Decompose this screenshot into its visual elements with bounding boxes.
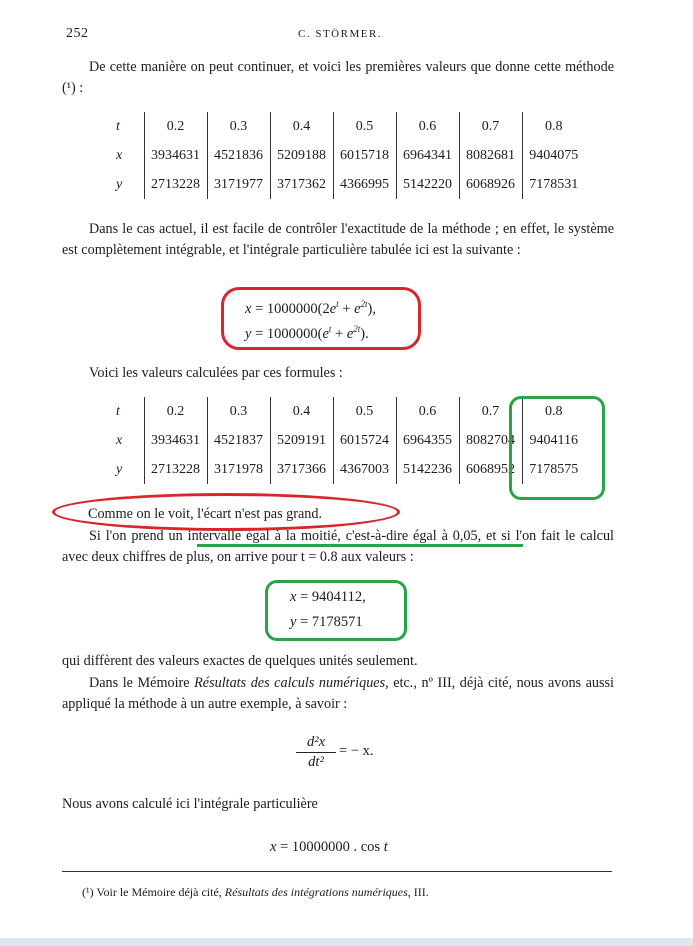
red-box-exact-formula (221, 287, 421, 350)
exponent: 2t (353, 324, 361, 334)
var-e: e (329, 301, 337, 317)
footnote (82, 885, 429, 900)
memoir-title: Résultats des intégrations numériques (224, 885, 408, 899)
table-cell: 4367003 (333, 455, 396, 484)
table-cell: 6068952 (459, 455, 522, 484)
exponent: t (328, 324, 332, 334)
text-run: , III. (407, 885, 429, 899)
table-row-t (110, 112, 585, 141)
table-cell: 9404075 (522, 141, 585, 170)
table-cell: 6964355 (396, 426, 459, 455)
table-cell: 7178531 (522, 170, 585, 199)
table-cell: 3934631 (144, 426, 207, 455)
table-cell: 5142220 (396, 170, 459, 199)
var-e: e (346, 326, 354, 342)
table-cell: 6015718 (333, 141, 396, 170)
table-cell: 0.7 (459, 112, 522, 141)
table-cell: 6068926 (459, 170, 522, 199)
table-cell: 2713228 (144, 455, 207, 484)
table-cell: 0.5 (333, 112, 396, 141)
red-oval-deviation-sentence (52, 493, 400, 531)
table-cell: 4521837 (207, 426, 270, 455)
ode-fraction (296, 734, 336, 771)
table-cell: 7178575 (522, 455, 585, 484)
table-cell: 0.8 (522, 397, 585, 426)
fraction-denominator: dt² (308, 754, 324, 770)
formula-text: ), (367, 301, 377, 317)
table-cell: 0.2 (144, 112, 207, 141)
memoir-title: Résultats des calculs numériques (194, 675, 386, 691)
table-cell: 6964341 (396, 141, 459, 170)
formula-text: ). (360, 326, 369, 342)
table-cell: 3934631 (144, 141, 207, 170)
table-cell: 5142236 (396, 455, 459, 484)
table-cell: 0.3 (207, 397, 270, 426)
paragraph-half-interval: Si l'on prend un intervalle égal à la moitié, c'est-à-dire égal à 0,05, et si l'on fait le calcul avec deux chiffres de plus, on arrive pour t = 0.8 aux valeurs : (62, 528, 614, 565)
footnote-rule (62, 871, 612, 872)
var-x: x (270, 839, 277, 855)
var-x: x (290, 589, 297, 605)
table-cell: 8082681 (459, 141, 522, 170)
table-cell: 9404116 (522, 426, 585, 455)
paragraph-units-difference: qui diffèrent des valeurs exactes de quelques unités seulement. (62, 653, 418, 669)
text-run: Dans le Mémoire (89, 675, 195, 691)
table-cell: 0.5 (333, 397, 396, 426)
var-e: e (354, 301, 361, 317)
paragraph-other-example (62, 673, 614, 715)
table-cell: 3171978 (207, 455, 270, 484)
table-cell: 0.8 (522, 112, 585, 141)
footnote-mark: (¹) (82, 885, 97, 899)
row-label: y (116, 461, 123, 477)
var-e: e (322, 326, 329, 342)
green-box-refined-values (265, 580, 407, 641)
table-cell: 0.4 (270, 397, 333, 426)
table-method-values (110, 112, 585, 199)
table-cell: 0.4 (270, 112, 333, 141)
green-box-t08-column (509, 396, 605, 500)
table-cell: 3717366 (270, 455, 333, 484)
running-title: C. STÖRMER. (298, 28, 383, 40)
table-cell: 0.2 (144, 397, 207, 426)
formula-text: + (331, 326, 347, 342)
table-cell: 4521836 (207, 141, 270, 170)
row-label: x (116, 147, 123, 163)
exponent: 2t (360, 299, 368, 309)
paragraph-computed-values: Voici les valeurs calculées par ces formules : (89, 365, 343, 381)
table-cell: 5209191 (270, 426, 333, 455)
green-underline-half-interval (197, 544, 523, 547)
table-cell: 8082704 (459, 426, 522, 455)
text-run: Voir le Mémoire déjà cité, (96, 885, 225, 899)
viewer-bottom-edge (0, 938, 693, 946)
table-cell: 0.7 (459, 397, 522, 426)
formula-text: = 10000000 . cos (276, 839, 384, 855)
formula-text: + (338, 301, 355, 317)
var-y: y (245, 326, 252, 342)
row-label: y (116, 176, 123, 192)
exponent: t (336, 299, 339, 309)
paragraph-exactness: Dans le cas actuel, il est facile de contrôler l'exactitude de la méthode ; en effet, le système est complètement intégrable, et l'intégrale particulière tabulée ici est la suivante : (62, 221, 614, 258)
formula-text: = 9404112, (296, 589, 366, 605)
paragraph-particular-integral: Nous avons calculé ici l'intégrale particulière (62, 796, 318, 812)
table-cell: 0.3 (207, 112, 270, 141)
table-cell: 5209188 (270, 141, 333, 170)
table-cell: 0.6 (396, 112, 459, 141)
row-label: x (116, 432, 123, 448)
page-number: 252 (66, 26, 89, 41)
table-cell: 3717362 (270, 170, 333, 199)
paragraph-small-deviation: Comme on le voit, l'écart n'est pas grand. (88, 506, 323, 522)
table-cell: 2713228 (144, 170, 207, 199)
var-t: t (383, 839, 388, 855)
var-y: y (290, 614, 297, 630)
ode-rhs: = − x. (339, 743, 374, 759)
paragraph-intro: De cette manière on peut continuer, et voici les premières valeurs que donne cette méthode (¹) : (62, 59, 614, 96)
formula-cosine (270, 836, 388, 859)
formula-text: = 7178571 (296, 614, 363, 630)
table-cell: 6015724 (333, 426, 396, 455)
row-label: t (116, 118, 120, 134)
var-x: x (245, 301, 252, 317)
table-cell: 3171977 (207, 170, 270, 199)
formula-text: = 1000000(2 (251, 301, 330, 317)
text-run: , etc., nº III, déjà cité, nous avons aussi appliqué la méthode à un autre exemple, à savoir : (62, 675, 614, 712)
table-cell: 4366995 (333, 170, 396, 199)
table-cell: 0.6 (396, 397, 459, 426)
fraction-numerator: d²x (296, 734, 336, 753)
formula-text: = 1000000( (251, 326, 323, 342)
table-row-x (110, 141, 585, 170)
table-row-y (110, 170, 585, 199)
row-label: t (116, 403, 120, 419)
